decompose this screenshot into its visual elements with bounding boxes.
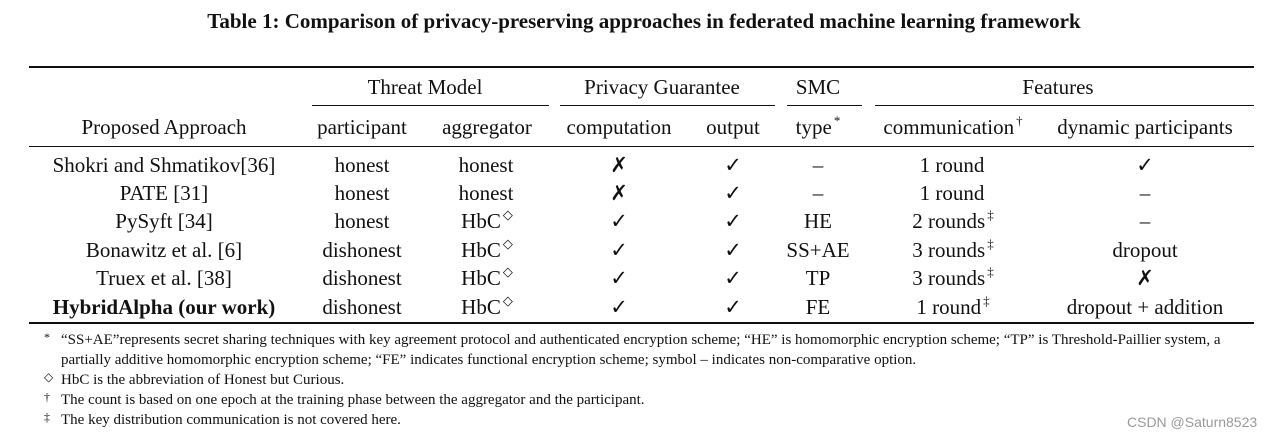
- cell-participant: [335, 181, 390, 205]
- footnote-text: The count is based on one epoch at the training phase between the aggregator and the participant.: [61, 392, 645, 408]
- cell-participant: [322, 266, 401, 290]
- cell-participant-value: dishonest: [322, 295, 402, 319]
- cell-communication: [920, 181, 987, 205]
- cell-type: [813, 153, 824, 177]
- cell-communication-mark: ‡: [987, 207, 994, 222]
- cell-aggregator-value: honest: [458, 181, 514, 205]
- cell-aggregator-value: HbC: [461, 295, 501, 319]
- cell-communication: [920, 153, 987, 177]
- header-communication: [883, 115, 1022, 139]
- cell-output-value: ✓: [724, 295, 742, 319]
- cell-dynamic-value: ✓: [1136, 153, 1154, 177]
- cell-dynamic: [1140, 181, 1151, 205]
- cell-communication-value: 3 rounds: [912, 238, 986, 262]
- cell-dynamic-value: dropout: [1112, 238, 1178, 262]
- rule-smc: [787, 105, 862, 106]
- bottom-rule: [29, 322, 1254, 324]
- cell-communication-value: 1 round: [919, 181, 985, 205]
- table-footnotes: [44, 330, 1269, 430]
- header-dynamic: dynamic participants: [1057, 115, 1233, 139]
- cell-computation: [610, 295, 628, 319]
- cell-output-value: ✓: [724, 181, 742, 205]
- top-rule: [29, 66, 1254, 68]
- footnote-text: “SS+AE”represents secret sharing techniques with key agreement protocol and authenticated encryption scheme; “HE” is homomorphic encryption scheme; “TP” is Threshold-Paillier system, a partially additive homomorphic encryption scheme; “FE” indicates functional encryption scheme; symbol – indicates non-comparative option.: [61, 332, 1221, 368]
- cell-output: [724, 181, 742, 205]
- cell-aggregator-mark: ◇: [502, 293, 513, 308]
- footnote: [44, 410, 1269, 430]
- cell-aggregator: [461, 295, 513, 319]
- header-type-mark: *: [833, 113, 841, 128]
- cell-type-value: FE: [805, 295, 831, 319]
- header-type: [796, 115, 841, 139]
- cell-participant: [322, 238, 401, 262]
- cell-aggregator-value: HbC: [461, 238, 501, 262]
- header-type-label: type: [795, 115, 832, 139]
- cell-approach: [53, 153, 276, 177]
- header-approach: Proposed Approach: [81, 115, 247, 139]
- header-aggregator: aggregator: [442, 115, 532, 139]
- cell-approach: [115, 209, 212, 233]
- rule-privacy-guarantee: [560, 105, 775, 106]
- cell-participant-value: honest: [334, 153, 390, 177]
- cell-computation-value: ✓: [610, 209, 628, 233]
- header-communication-mark: †: [1016, 113, 1023, 128]
- cell-aggregator: [461, 238, 513, 262]
- footnote: [44, 330, 1269, 370]
- cell-approach: [53, 295, 275, 319]
- cell-dynamic: [1140, 209, 1151, 233]
- cell-aggregator: [461, 209, 513, 233]
- rule-features: [875, 105, 1254, 106]
- cell-communication-value: 2 rounds: [912, 209, 986, 233]
- cell-aggregator: [461, 266, 513, 290]
- cell-type-value: TP: [805, 266, 831, 290]
- footnote-mark: ◇: [44, 370, 54, 384]
- cell-dynamic: [1136, 153, 1154, 177]
- cell-computation: [610, 181, 628, 205]
- cell-type: [786, 238, 849, 262]
- cell-approach-value: HybridAlpha (our work): [52, 295, 276, 319]
- cell-aggregator-value: honest: [458, 153, 514, 177]
- footnote-text: HbC is the abbreviation of Honest but Curious.: [61, 372, 345, 388]
- cell-output: [724, 266, 742, 290]
- cell-communication-mark: ‡: [987, 264, 994, 279]
- cell-approach: [86, 238, 242, 262]
- cell-type-value: HE: [804, 209, 832, 233]
- table-caption: Table 1: Comparison of privacy-preserving approaches in federated machine learning framework: [207, 9, 1081, 33]
- footnote-mark: *: [44, 330, 50, 344]
- cell-participant: [335, 153, 390, 177]
- cell-output: [724, 209, 742, 233]
- cell-communication: [912, 209, 993, 233]
- cell-communication-value: 1 round: [916, 295, 982, 319]
- cell-approach: [96, 266, 232, 290]
- cell-output: [724, 238, 742, 262]
- footnote-mark: ‡: [44, 410, 50, 424]
- cell-dynamic-value: –: [1139, 181, 1151, 205]
- watermark: CSDN @Saturn8523: [1127, 414, 1258, 430]
- cell-participant: [335, 209, 390, 233]
- cell-approach-value: PySyft [34]: [115, 209, 213, 233]
- header-participant: participant: [317, 115, 407, 139]
- cell-approach-value: Bonawitz et al. [6]: [85, 238, 243, 262]
- cell-type-value: –: [812, 181, 824, 205]
- cell-computation-value: ✓: [610, 238, 628, 262]
- group-threat-model: Threat Model: [367, 75, 483, 99]
- cell-dynamic: [1136, 266, 1154, 290]
- rule-threat-model: [312, 105, 549, 106]
- cell-aggregator: [459, 181, 516, 205]
- cell-type: [804, 209, 832, 233]
- header-output: output: [706, 115, 760, 139]
- cell-computation-value: ✓: [610, 266, 628, 290]
- cell-computation-value: ✗: [610, 181, 628, 205]
- cell-computation: [610, 153, 628, 177]
- mid-rule: [29, 146, 1254, 147]
- footnote: [44, 370, 1269, 390]
- cell-type: [813, 181, 824, 205]
- cell-computation-value: ✗: [610, 153, 628, 177]
- cell-communication-value: 3 rounds: [912, 266, 986, 290]
- cell-communication: [912, 266, 993, 290]
- cell-aggregator-value: HbC: [461, 209, 501, 233]
- footnote: [44, 390, 1269, 410]
- cell-type: [806, 295, 831, 319]
- cell-participant-value: honest: [334, 181, 390, 205]
- cell-aggregator-mark: ◇: [502, 236, 513, 251]
- cell-participant-value: dishonest: [322, 266, 402, 290]
- cell-communication-mark: ‡: [983, 293, 990, 308]
- cell-aggregator-mark: ◇: [502, 264, 513, 279]
- cell-output: [724, 295, 742, 319]
- cell-aggregator-value: HbC: [461, 266, 501, 290]
- cell-output-value: ✓: [724, 238, 742, 262]
- header-computation: computation: [566, 115, 672, 139]
- footnote-mark: †: [44, 390, 50, 404]
- cell-participant: [322, 295, 401, 319]
- cell-communication-value: 1 round: [919, 153, 985, 177]
- cell-dynamic: [1067, 295, 1224, 319]
- cell-aggregator-mark: ◇: [502, 207, 513, 222]
- cell-dynamic-value: ✗: [1136, 266, 1154, 290]
- group-features: Features: [1022, 75, 1094, 99]
- cell-type-value: –: [812, 153, 824, 177]
- cell-output-value: ✓: [724, 209, 742, 233]
- footnote-text: The key distribution communication is not covered here.: [61, 412, 401, 428]
- cell-communication-mark: ‡: [987, 236, 994, 251]
- cell-computation: [610, 266, 628, 290]
- header-communication-label: communication: [883, 115, 1015, 139]
- cell-dynamic-value: dropout + addition: [1066, 295, 1224, 319]
- cell-communication: [912, 238, 993, 262]
- group-privacy-guarantee: Privacy Guarantee: [584, 75, 740, 99]
- cell-computation: [610, 209, 628, 233]
- cell-type: [806, 266, 831, 290]
- cell-approach: [120, 181, 208, 205]
- cell-type-value: SS+AE: [786, 238, 850, 262]
- cell-computation-value: ✓: [610, 295, 628, 319]
- cell-dynamic: [1112, 238, 1177, 262]
- cell-communication: [916, 295, 989, 319]
- cell-output-value: ✓: [724, 266, 742, 290]
- cell-output: [724, 153, 742, 177]
- cell-approach-value: Shokri and Shmatikov[36]: [52, 153, 276, 177]
- group-smc: SMC: [795, 75, 841, 99]
- cell-approach-value: PATE [31]: [119, 181, 209, 205]
- cell-aggregator: [459, 153, 516, 177]
- cell-computation: [610, 238, 628, 262]
- cell-participant-value: dishonest: [322, 238, 402, 262]
- cell-participant-value: honest: [334, 209, 390, 233]
- cell-output-value: ✓: [724, 153, 742, 177]
- cell-approach-value: Truex et al. [38]: [96, 266, 232, 290]
- cell-dynamic-value: –: [1139, 209, 1151, 233]
